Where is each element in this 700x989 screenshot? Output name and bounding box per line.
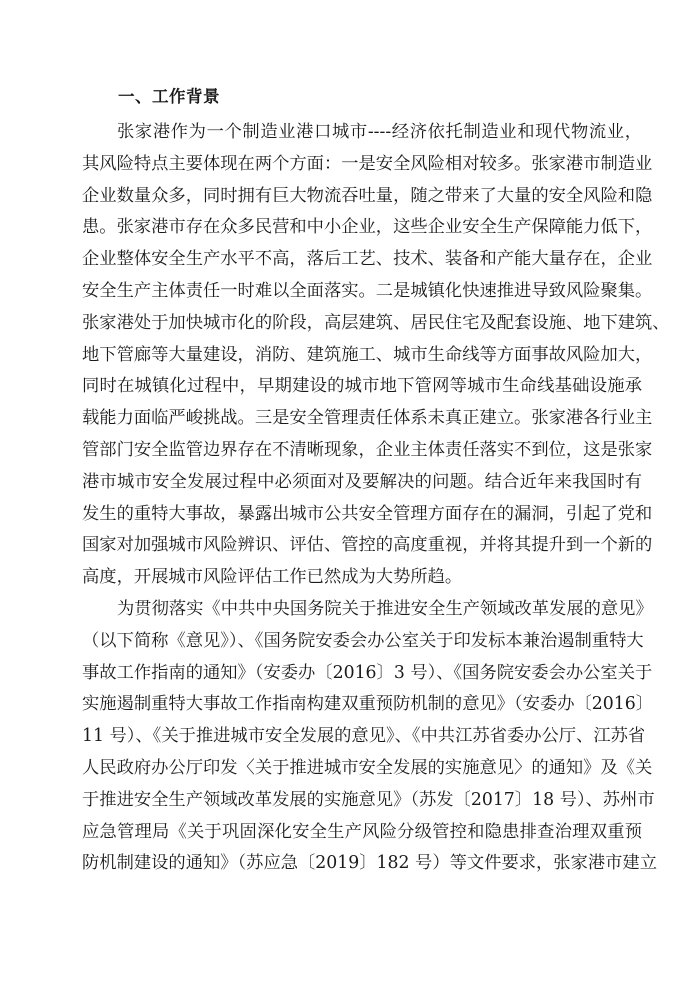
text-line: 防机制建设的通知》（苏应急〔2019〕182 号）等文件要求，张家港市建立 (82, 853, 657, 874)
text-line: 企业数量众多，同时拥有巨大物流吞吐量，随之带来了大量的安全风险和隐 (82, 185, 653, 206)
text-line: 高度，开展城市风险评估工作已然成为大势所趋。 (82, 567, 463, 588)
paragraph (82, 594, 657, 880)
text-line: 人民政府办公厅印发〈关于推进城市安全发展的实施意见〉的通知》及《关 (82, 757, 653, 778)
text-line: 实施遏制重特大事故工作指南构建双重预防机制的意见》（安委办〔2016〕 (82, 694, 654, 715)
text-line: 应急管理局《关于巩固深化安全生产风险分级管控和隐患排查治理双重预 (82, 821, 642, 842)
section-heading: 一、工作背景 (118, 87, 220, 106)
text-line: 载能力面临严峻挑战。三是安全管理责任体系未真正建立。张家港各行业主 (82, 408, 653, 429)
text-line: 事故工作指南的通知》（安委办〔2016〕3 号）、《国务院安委会办公室关于 (82, 662, 653, 683)
text-line: 张家港处于加快城市化的阶段，高层建筑、居民住宅及配套设施、地下建筑、 (82, 312, 670, 333)
text-line: 企业整体安全生产水平不高，落后工艺、技术、装备和产能大量存在，企业 (82, 249, 653, 270)
text-line: 11 号）、《关于推进城市安全发展的意见》、《中共江苏省委办公厅、江苏省 (82, 726, 646, 747)
text-line: 管部门安全监管边界存在不清晰现象，企业主体责任落实不到位，这是张家 (82, 439, 653, 460)
text-line: 于推进安全生产领域改革发展的实施意见》（苏发〔2017〕18 号）、苏州市 (82, 789, 655, 810)
text-line: 其风险特点主要体现在两个方面：一是安全风险相对较多。张家港市制造业 (82, 153, 653, 174)
text-line: 发生的重特大事故，暴露出城市公共安全管理方面存在的漏洞，引起了党和 (82, 503, 653, 524)
text-line: 安全生产主体责任一时难以全面落实。二是城镇化快速推进导致风险聚集。 (82, 280, 653, 301)
text-line: 国家对加强城市风险辨识、评估、管控的高度重视，并将其提升到一个新的 (82, 535, 653, 556)
text-line: （以下简称《意见》）、《国务院安委会办公室关于印发标本兼治遏制重特大 (82, 630, 644, 651)
text-line: 为贯彻落实《中共中央国务院关于推进安全生产领域改革发展的意见》 (117, 598, 653, 619)
text-line: 张家港作为一个制造业港口城市----经济依托制造业和现代物流业， (117, 122, 642, 142)
paragraph (82, 117, 670, 594)
text-line: 同时在城镇化过程中，早期建设的城市地下管网等城市生命线基础设施承 (82, 376, 642, 397)
text-line: 地下管廊等大量建设，消防、建筑施工、城市生命线等方面事故风险加大， (82, 344, 653, 365)
text-line: 患。张家港市存在众多民营和中小企业，这些企业安全生产保障能力低下， (82, 217, 653, 238)
body-text (82, 117, 670, 880)
text-line: 港市城市安全发展过程中必须面对及要解决的问题。结合近年来我国时有 (82, 471, 642, 492)
